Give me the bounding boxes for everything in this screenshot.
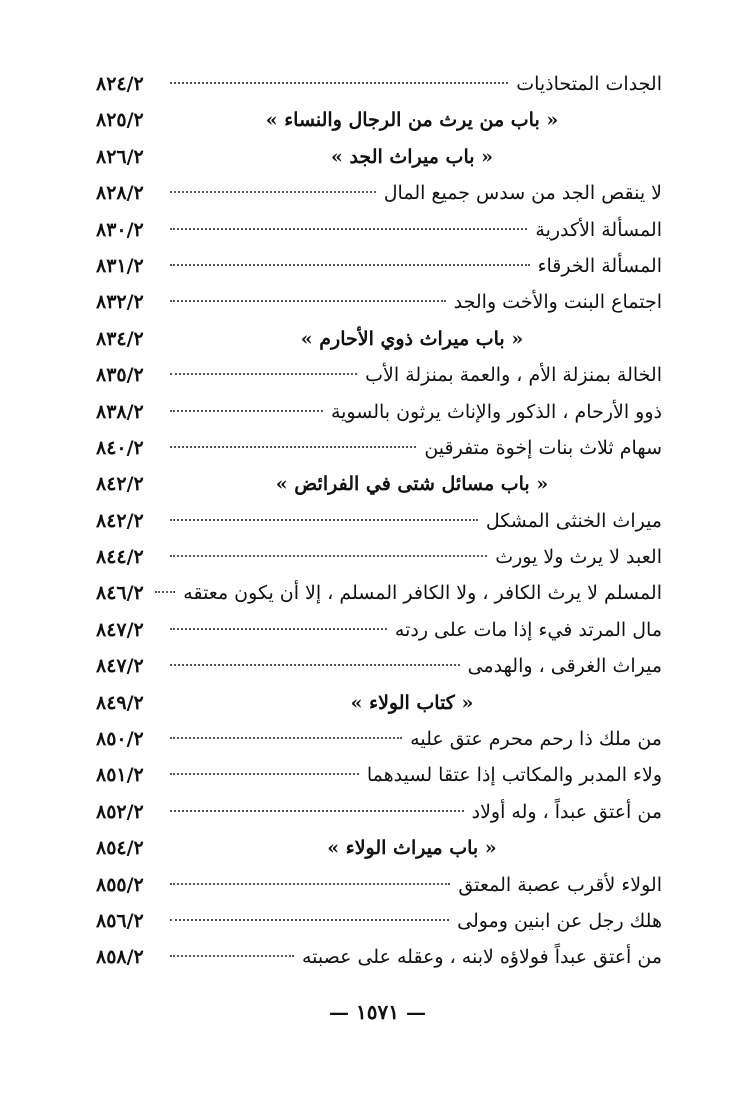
- toc-entry-row: [96, 212, 662, 248]
- entry-title: اجتماع البنت والأخت والجد: [453, 291, 662, 314]
- page-reference: ٨٣٢/٢: [96, 291, 144, 314]
- dot-leader: [170, 737, 402, 739]
- page-reference: ٨٤٢/٢: [96, 509, 144, 532]
- entry-title: هلك رجل عن ابنين ومولى: [457, 909, 662, 932]
- dot-leader: [170, 773, 359, 775]
- page-reference: ٨٢٨/٢: [96, 182, 144, 205]
- dot-leader: [170, 519, 478, 521]
- page-reference: ٨٥٠/٢: [96, 728, 144, 751]
- section-heading: « باب ميراث الجد »: [330, 145, 494, 168]
- page-reference: ٨٢٥/٢: [96, 109, 144, 132]
- section-heading: « باب من يرث من الرجال والنساء »: [265, 109, 559, 132]
- dot-leader: [155, 591, 175, 593]
- page-reference: ٨٣٨/٢: [96, 400, 144, 423]
- toc-heading-row: [96, 139, 662, 175]
- entry-title: من أعتق عبداً ، وله أولاد: [471, 800, 662, 823]
- section-heading: « باب ميراث ذوي الأحارم »: [300, 327, 524, 350]
- entry-title: الجدات المتحاذيات: [516, 73, 662, 95]
- page-reference: ٨٤٠/٢: [96, 436, 144, 459]
- page-reference: ٨٥٦/٢: [96, 909, 144, 932]
- section-heading: « كتاب الولاء »: [350, 691, 474, 714]
- page-reference: ٨٥٨/٢: [96, 946, 144, 969]
- dot-leader: [170, 883, 450, 885]
- toc-entry-row: [96, 430, 662, 466]
- toc-entry-row: [96, 357, 662, 393]
- section-heading: « باب مسائل شتى في الفرائض »: [275, 473, 549, 496]
- page-reference: ٨٣٤/٢: [96, 327, 144, 350]
- toc-entry-row: [96, 612, 662, 648]
- toc-heading-row: [96, 685, 662, 721]
- page-reference: ٨٥١/٢: [96, 764, 144, 787]
- dot-leader: [170, 410, 323, 412]
- page-reference: ٨٤٤/٢: [96, 546, 144, 569]
- toc-heading-row: [96, 830, 662, 866]
- toc-entry-row: [96, 575, 662, 611]
- entry-title: الخالة بمنزلة الأم ، والعمة بمنزلة الأب: [365, 364, 662, 387]
- page-reference: ٨٢٤/٢: [96, 73, 144, 95]
- page-reference: ٨٣٠/٢: [96, 218, 144, 241]
- dot-leader: [170, 300, 446, 302]
- dot-leader: [170, 446, 416, 448]
- dot-leader: [170, 628, 387, 630]
- page-reference: ٨٣١/٢: [96, 254, 144, 277]
- page-reference: ٨٥٤/٢: [96, 837, 144, 860]
- dot-leader: [170, 82, 508, 84]
- page-reference: ٨٥٥/٢: [96, 873, 144, 896]
- toc-entry-row: [96, 539, 662, 575]
- toc-entry-row: [96, 394, 662, 430]
- toc-heading-row: [96, 321, 662, 357]
- toc-entry-row: [96, 867, 662, 903]
- page-reference: ٨٤٧/٢: [96, 618, 144, 641]
- dot-leader: [170, 664, 460, 666]
- toc-heading-row: [96, 466, 662, 502]
- page-reference: ٨٤٧/٢: [96, 655, 144, 678]
- page-reference: ٨٤٩/٢: [96, 691, 144, 714]
- entry-title: من أعتق عبداً فولاؤه لابنه ، وعقله على عصبته: [301, 946, 662, 969]
- toc-entry-row: [96, 248, 662, 284]
- entry-title: الولاء لأقرب عصبة المعتق: [458, 873, 662, 896]
- toc-entry-row: [96, 794, 662, 830]
- entry-title: المسألة الخرقاء: [537, 254, 662, 277]
- toc-entry-row: [96, 757, 662, 793]
- toc-entry-row: [96, 175, 662, 211]
- toc-entry-row: [96, 939, 662, 975]
- dot-leader: [170, 810, 464, 812]
- entry-title: ميراث الخنثى المشكل: [485, 509, 662, 532]
- toc-entry-row: [96, 648, 662, 684]
- dot-leader: [170, 919, 449, 921]
- toc-entry-row: [96, 503, 662, 539]
- entry-title: المسلم لا يرث الكافر ، ولا الكافر المسلم ، إلا أن يكون معتقه: [183, 582, 662, 605]
- dot-leader: [170, 955, 294, 957]
- toc-heading-row: [96, 102, 662, 138]
- entry-title: ولاء المدبر والمكاتب إذا عتقا لسيدهما: [366, 764, 662, 787]
- page-reference: ٨٥٢/٢: [96, 800, 144, 823]
- toc-entry-row: [96, 66, 662, 102]
- dot-leader: [170, 373, 357, 375]
- entry-title: من ملك ذا رحم محرم عتق عليه: [410, 728, 662, 751]
- entry-title: المسألة الأكدرية: [535, 218, 662, 241]
- entry-title: سهام ثلاث بنات إخوة متفرقين: [424, 436, 662, 459]
- page-reference: ٨٤٢/٢: [96, 473, 144, 496]
- entry-title: ذوو الأرحام ، الذكور والإناث يرثون بالسوية: [330, 400, 662, 423]
- dot-leader: [170, 191, 376, 193]
- page-reference: ٨٤٦/٢: [96, 582, 144, 605]
- page-reference: ٨٢٦/٢: [96, 145, 144, 168]
- entry-title: مال المرتد فيء إذا مات على ردته: [394, 618, 662, 641]
- page-number: — ١٥٧١ —: [329, 1000, 426, 1024]
- entry-title: لا ينقص الجد من سدس جميع المال: [383, 182, 662, 205]
- page-reference: ٨٣٥/٢: [96, 364, 144, 387]
- dot-leader: [170, 555, 487, 557]
- toc-entry-row: [96, 903, 662, 939]
- toc-entry-row: [96, 721, 662, 757]
- entry-title: العبد لا يرث ولا يورث: [495, 546, 662, 569]
- entry-title: ميراث الغرقى ، والهدمى: [467, 655, 662, 678]
- section-heading: « باب ميراث الولاء »: [327, 837, 497, 860]
- table-of-contents: [96, 66, 662, 976]
- toc-entry-row: [96, 284, 662, 320]
- dot-leader: [170, 264, 530, 266]
- dot-leader: [170, 228, 527, 230]
